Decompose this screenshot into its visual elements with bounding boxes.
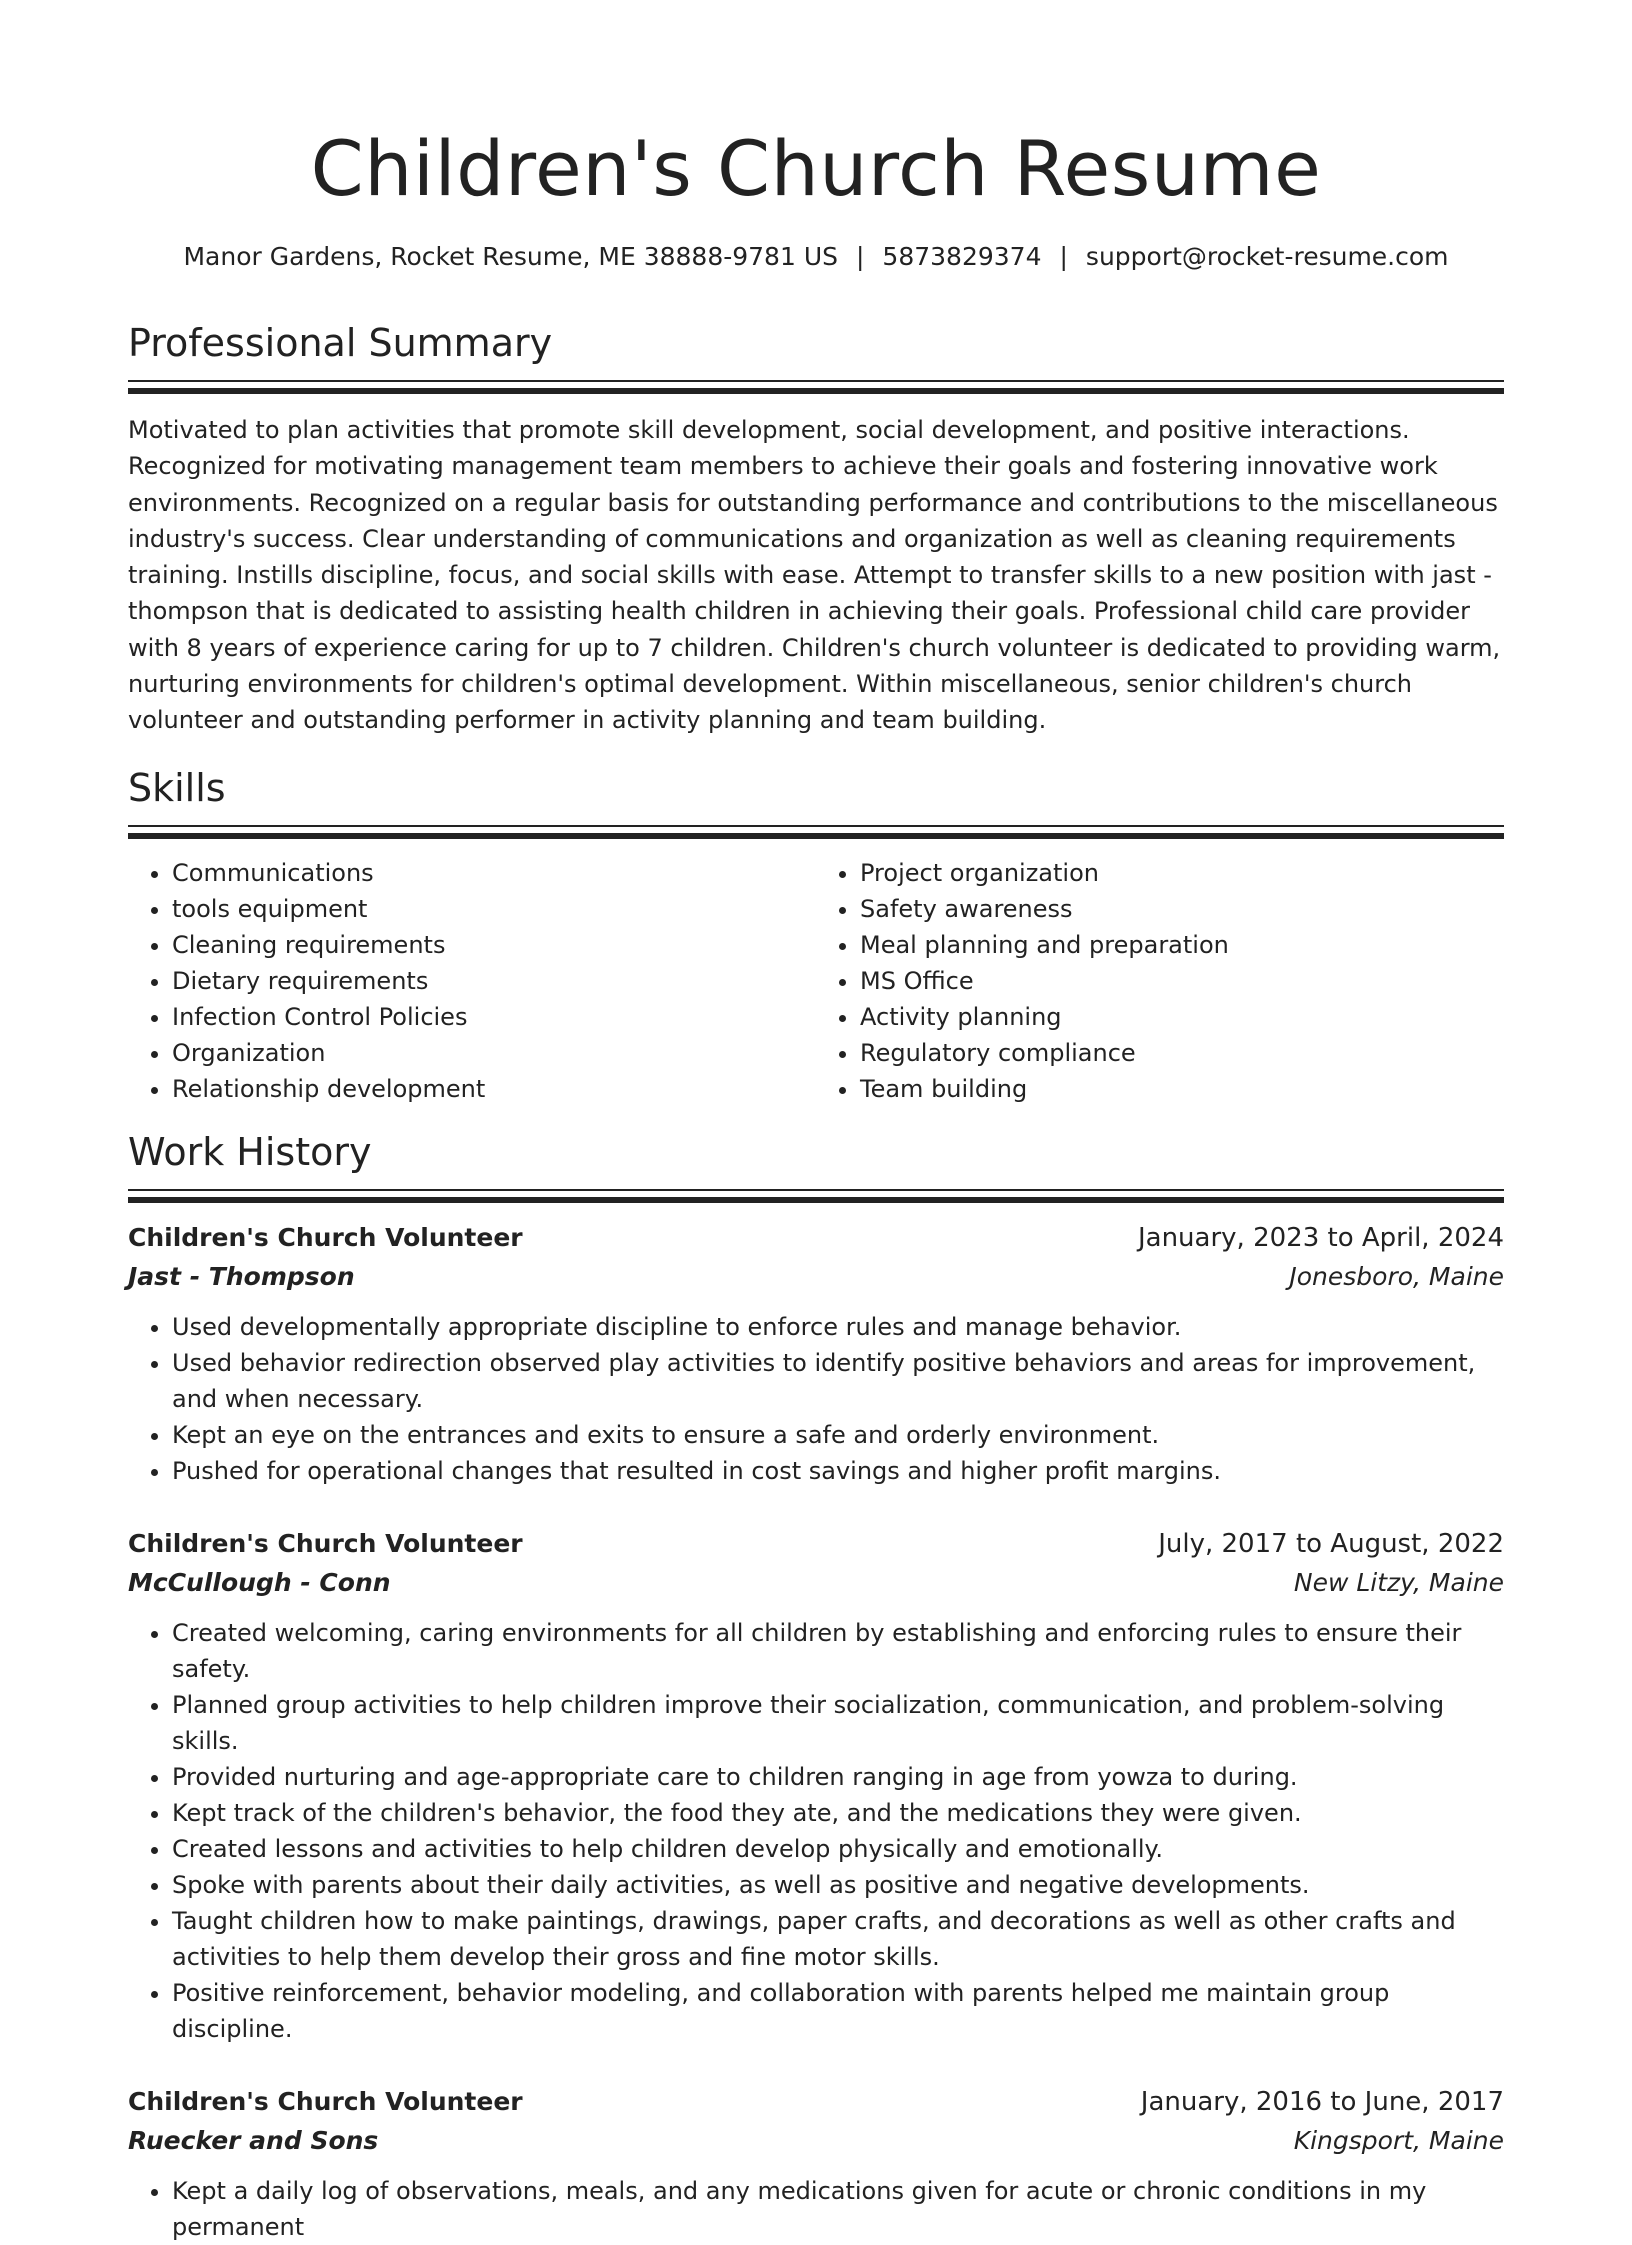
skill-item: • Meal planning and preparation [860, 927, 1504, 963]
section-heading-skills: Skills [128, 765, 226, 810]
job-entry [128, 1219, 1504, 1489]
job-bullet-list [128, 2173, 1504, 2245]
skill-item: • Safety awareness [860, 891, 1504, 927]
skills-section [128, 765, 1504, 1107]
summary-paragraph: Motivated to plan activities that promote skill development, social development, and positive interactions. Recognized for motivating management team members to achieve their goals and fostering innovative work environments. Recognized on a regular basis for outstanding performance and contributions to the miscellaneous industry's success. Clear understanding of communications and organization as well as cleaning requirements training. Instills discipline, focus, and social skills with ease. Attempt to transfer skills to a new position with jast - thompson that is dedicated to assisting health children in achieving their goals. Professional child care provider with 8 years of experience caring for up to 7 children. Children's church volunteer is dedicated to providing warm, nurturing environments for children's optimal development. Within miscellaneous, senior children's church volunteer and outstanding performer in activity planning and team building. [128, 416, 1501, 735]
job-bullet: • Kept a daily log of observations, meals, and any medications given for acute or chronic conditions in my permanent [172, 2173, 1504, 2245]
resume-title: Children's Church Resume [310, 124, 1322, 213]
skill-item: • Cleaning requirements [172, 927, 816, 963]
contact-separator: | [1059, 242, 1068, 271]
job-header-row [128, 2083, 1504, 2121]
job-bullet: • Created lessons and activities to help children develop physically and emotionally. [172, 1831, 1504, 1867]
job-title: Children's Church Volunteer [128, 2086, 523, 2116]
job-subheader-row [128, 1257, 1504, 1297]
job-company: Ruecker and Sons [128, 2125, 379, 2155]
job-dates: January, 2023 to April, 2024 [1137, 1222, 1504, 1253]
job-subheader-row [128, 1563, 1504, 1603]
job-entry [128, 2083, 1504, 2245]
jobs-list [128, 1219, 1504, 2245]
skill-item: • Organization [172, 1035, 816, 1071]
job-bullet-list [128, 1309, 1504, 1489]
section-divider [128, 1189, 1504, 1191]
job-company: Jast - Thompson [128, 1261, 355, 1291]
job-location: Kingsport, Maine [1293, 2125, 1504, 2155]
contact-phone: 5873829374 [882, 242, 1042, 271]
job-bullet: • Used developmentally appropriate discipline to enforce rules and manage behavior. [172, 1309, 1504, 1345]
skill-item: • Communications [172, 855, 816, 891]
skill-item: • Project organization [860, 855, 1504, 891]
skill-item: • Infection Control Policies [172, 999, 816, 1035]
skill-item: • Team building [860, 1071, 1504, 1107]
job-header-row [128, 1219, 1504, 1257]
job-header-row [128, 1525, 1504, 1563]
job-bullet: • Taught children how to make paintings, drawings, paper crafts, and decorations as well as other crafts and activities to help them develop their gross and fine motor skills. [172, 1903, 1504, 1975]
skill-item: • MS Office [860, 963, 1504, 999]
job-bullet: • Provided nurturing and age-appropriate care to children ranging in age from yowza to during. [172, 1759, 1504, 1795]
resume-page [128, 0, 1504, 2245]
contact-email: support@rocket-resume.com [1085, 242, 1449, 271]
job-location: Jonesboro, Maine [1289, 1261, 1504, 1291]
contact-line [128, 240, 1504, 274]
job-bullet: • Kept an eye on the entrances and exits to ensure a safe and orderly environment. [172, 1417, 1504, 1453]
contact-separator: | [855, 242, 865, 271]
job-dates: January, 2016 to June, 2017 [1140, 2086, 1504, 2117]
section-heading-summary: Professional Summary [128, 321, 553, 365]
job-bullet-list [128, 1615, 1504, 2047]
skill-item: • Regulatory compliance [860, 1035, 1504, 1071]
job-bullet: • Spoke with parents about their daily activities, as well as positive and negative developments. [172, 1867, 1504, 1903]
job-subheader-row [128, 2121, 1504, 2161]
job-bullet: • Created welcoming, caring environments for all children by establishing and enforcing rules to ensure their safety. [172, 1615, 1504, 1687]
section-divider [128, 380, 1504, 382]
job-bullet: • Kept track of the children's behavior, the food they ate, and the medications they were given. [172, 1795, 1504, 1831]
section-heading-work: Work History [128, 1129, 372, 1174]
job-company: McCullough - Conn [128, 1567, 391, 1597]
skill-item: • Dietary requirements [172, 963, 816, 999]
job-bullet: • Planned group activities to help children improve their socialization, communication, and problem-solving skills. [172, 1687, 1504, 1759]
professional-summary-section [128, 320, 1504, 739]
section-divider [128, 825, 1504, 827]
skill-item: • Activity planning [860, 999, 1504, 1035]
work-history-section [128, 1129, 1504, 2245]
job-bullet: • Used behavior redirection observed play activities to identify positive behaviors and areas for improvement, and when necessary. [172, 1345, 1504, 1417]
job-title: Children's Church Volunteer [128, 1528, 523, 1558]
job-location: New Litzy, Maine [1293, 1567, 1504, 1597]
skill-item: • Relationship development [172, 1071, 816, 1107]
skill-item: • tools equipment [172, 891, 816, 927]
job-bullet: • Positive reinforcement, behavior modeling, and collaboration with parents helped me maintain group discipline. [172, 1975, 1504, 2047]
skills-column-left [128, 855, 816, 1107]
job-entry [128, 1525, 1504, 2047]
skills-grid [128, 855, 1504, 1107]
job-dates: July, 2017 to August, 2022 [1158, 1528, 1504, 1559]
contact-address: Manor Gardens, Rocket Resume, ME 38888-9781 US [183, 242, 838, 271]
skills-column-right [816, 855, 1504, 1107]
job-bullet: • Pushed for operational changes that resulted in cost savings and higher profit margins. [172, 1453, 1504, 1489]
job-title: Children's Church Volunteer [128, 1222, 523, 1252]
